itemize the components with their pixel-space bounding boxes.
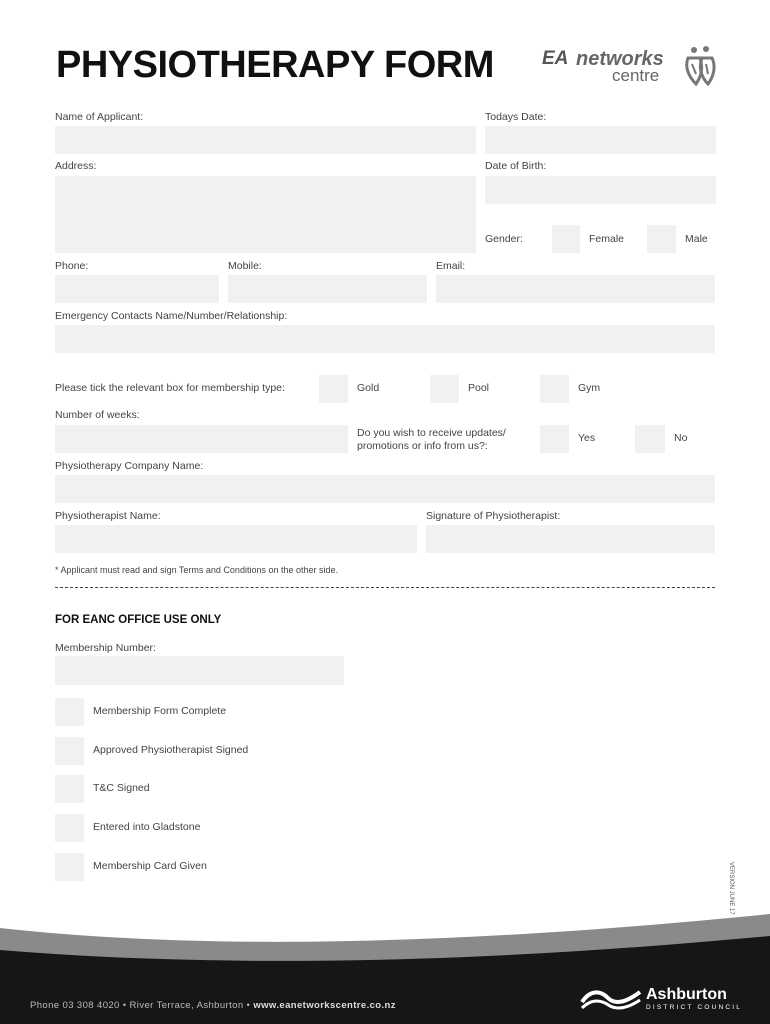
- female-checkbox[interactable]: [552, 225, 580, 253]
- checklist-label: Membership Card Given: [93, 860, 207, 872]
- no-checkbox[interactable]: [635, 425, 665, 453]
- emergency-field[interactable]: [55, 325, 715, 353]
- logo-ea-text: EA: [542, 48, 569, 69]
- mobile-label: Mobile:: [228, 260, 262, 272]
- updates-label-line2: promotions or info from us?:: [357, 440, 488, 452]
- river-waves-icon: [580, 988, 642, 1010]
- dob-label: Date of Birth:: [485, 160, 547, 172]
- dob-field[interactable]: [485, 176, 716, 204]
- figures-icon: [682, 44, 718, 88]
- checklist-checkbox[interactable]: [55, 737, 84, 765]
- gender-label: Gender:: [485, 233, 523, 245]
- todays-date-label: Todays Date:: [485, 111, 547, 123]
- checklist-checkbox[interactable]: [55, 853, 84, 881]
- signature-label: Signature of Physiotherapist:: [426, 510, 561, 522]
- checklist-label: Approved Physiotherapist Signed: [93, 744, 249, 756]
- address-label: Address:: [55, 160, 97, 172]
- physio-name-label: Physiotherapist Name:: [55, 510, 161, 522]
- version-label: VERSION JUNE 17: [728, 862, 734, 915]
- footer-website[interactable]: www.eanetworkscentre.co.nz: [253, 1000, 396, 1011]
- checklist-checkbox[interactable]: [55, 698, 84, 726]
- gold-label: Gold: [357, 382, 380, 394]
- checklist-label: Entered into Gladstone: [93, 821, 201, 833]
- weeks-label: Number of weeks:: [55, 409, 140, 421]
- female-label: Female: [589, 233, 625, 245]
- dashed-divider: [55, 587, 715, 588]
- mobile-field[interactable]: [228, 275, 427, 303]
- email-label: Email:: [436, 260, 466, 272]
- yes-checkbox[interactable]: [540, 425, 569, 453]
- membership-type-label: Please tick the relevant box for membership type:: [55, 382, 285, 394]
- logo-networks-text: networks: [576, 48, 664, 70]
- phone-field[interactable]: [55, 275, 219, 303]
- office-use-title: FOR EANC OFFICE USE ONLY: [55, 614, 222, 626]
- gym-label: Gym: [578, 382, 601, 394]
- form-title: PHYSIOTHERAPY FORM: [56, 44, 494, 86]
- checklist-checkbox[interactable]: [55, 775, 84, 803]
- checklist-label: T&C Signed: [93, 782, 150, 794]
- council-sub: DISTRICT COUNCIL: [646, 1004, 743, 1011]
- membership-number-label: Membership Number:: [55, 642, 156, 654]
- name-field[interactable]: [55, 126, 476, 154]
- pool-checkbox[interactable]: [430, 375, 459, 403]
- male-label: Male: [685, 233, 708, 245]
- email-field[interactable]: [436, 275, 715, 303]
- council-name: Ashburton: [646, 986, 727, 1003]
- checklist-checkbox[interactable]: [55, 814, 84, 842]
- company-field[interactable]: [55, 475, 715, 503]
- gold-checkbox[interactable]: [319, 375, 348, 403]
- updates-label-line1: Do you wish to receive updates/: [357, 427, 506, 439]
- company-label: Physiotherapy Company Name:: [55, 460, 204, 472]
- male-checkbox[interactable]: [647, 225, 676, 253]
- name-label: Name of Applicant:: [55, 111, 144, 123]
- phone-label: Phone:: [55, 260, 89, 272]
- pool-label: Pool: [468, 382, 490, 394]
- physio-name-field[interactable]: [55, 525, 417, 553]
- address-field[interactable]: [55, 176, 476, 253]
- weeks-field[interactable]: [55, 425, 348, 453]
- todays-date-field[interactable]: [485, 126, 716, 154]
- membership-number-field[interactable]: [55, 656, 344, 685]
- footer-contact: [30, 1000, 396, 1011]
- emergency-label: Emergency Contacts Name/Number/Relationship:: [55, 310, 288, 322]
- ea-networks-logo: [540, 44, 720, 90]
- footer-contact-text: Phone 03 308 4020 • River Terrace, Ashburton •: [30, 1000, 254, 1011]
- no-label: No: [674, 432, 688, 444]
- gym-checkbox[interactable]: [540, 375, 569, 403]
- terms-note: * Applicant must read and sign Terms and Conditions on the other side.: [55, 565, 339, 575]
- checklist-label: Membership Form Complete: [93, 705, 227, 717]
- yes-label: Yes: [578, 432, 596, 444]
- signature-field[interactable]: [426, 525, 715, 553]
- logo-centre-text: centre: [612, 66, 660, 85]
